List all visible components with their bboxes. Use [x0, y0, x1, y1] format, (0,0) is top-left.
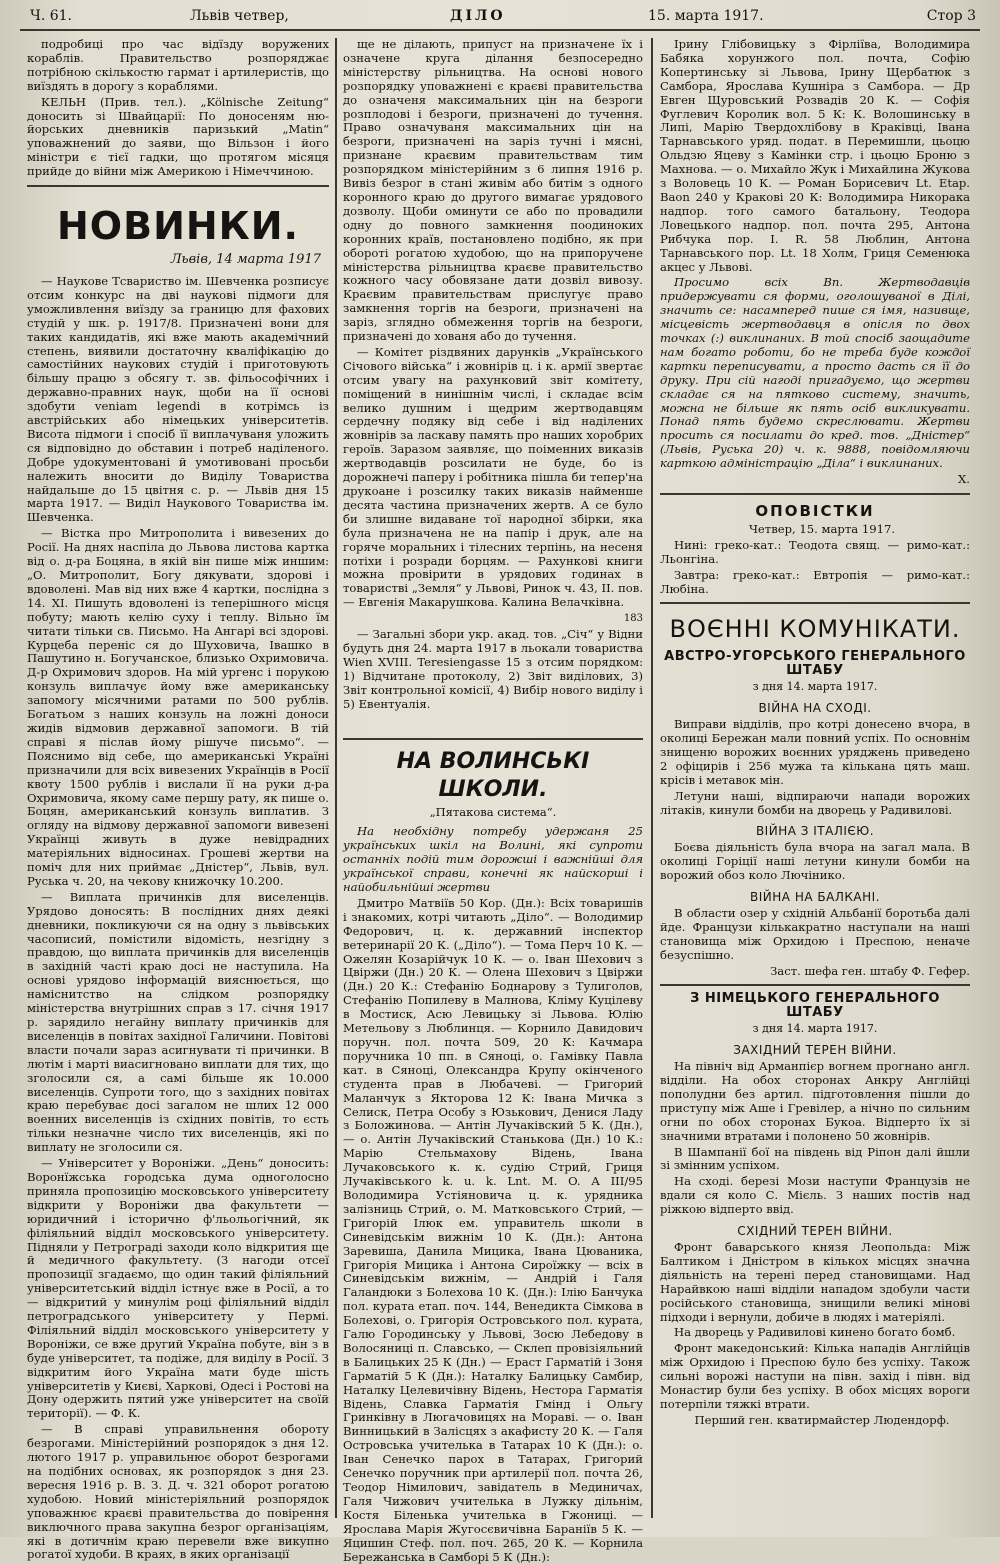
announcement-line: Завтра: греко-кат.: Евтропія — римо-кат.: Любіна. [660, 567, 970, 596]
german-signature: Перший ген. кватирмайстер Людендорф. [694, 1412, 950, 1427]
german-date: з дня 14. марта 1917. [752, 1022, 878, 1036]
news-item: — Виплата причинків для виселенців. Урядово доносять: В послідних днях деякі дневники, покликуючи ся на одну з львівських часописий, помістили відомість, незгідну з правдою, що виплата причинків для виселенців в західній часті краю досі не наступила. На основі урядово інформацій вияснюється, що наміснитство на слідком розпорядку міністерства внутрішних справ з 17. січня 1917 р. зарядило негайну виплату причинків для виселенців в повітах західної Галичини. Повітові власти почали зараз асигнувати ті причинки. В лютім і марті виасигновано виплати для тих, що зголосили ся, а самі більше як 10.000 виселенців. Супроти того, що з західних повітах краю перебуває досі загалом не шлих 12 000 военних виселенців із східних повітів, то єсть тільки незначне число тих виселенців, які по виплату не зголосили ся. [27, 889, 329, 1155]
page-number: Стор 3 [926, 8, 976, 24]
east-war-text: Виправи відділів, про котрі донесено вчора, в околиці Бережан мали повний успіх. По основнім знищеню ворожих воєнних уряджень приведено 2 офіцирів і 256 мужа та кількана цять маш. крісів і метавок мін. [660, 717, 970, 787]
donations-list: Дмитро Матвіїв 50 Кор. (Дн.): Всіх товаришів і знакомих, котрі читають „Діло“. — Володимир Федорович, ц. к. державний інспектор ветеринарії 20 К. („Діло“). — Тома Перч 10 К. — Ожелян Козарійчук 10 К. — о. Іван Шехович з Цвіржи (Дн.) 20 К. — Олена Шехович з Цвіржи (Дн.) 20 К.: Стефанію Боднарову з Тулиголов, Стефанію Попилеву в Малнова, Кліму Куцілеву в Мостиск, Асю Левицьку зі Львова. Юлію Метельову з Люблинця. — Корнило Давидович поручн. пол. почта 509, 20 К: Качмара поручника 10 пп. в Сяноці, о. Гамівку Павла кат. в Сяноці, Олександра Крупу окінченого студента прав в Любачеві. — Григорий Маланчук з Якторова 12 К: Івана Мичка з Селиск, Петра Особу з Юзькович, Денися Ладу з Боложинова. — Антін Лучаківский 5 К. (Дн.), — о. Антін Лучаківский Станькова (Дн.) 10 К.: Марію Стельмахову Відень, Івана Лучаковського к. к. судію Стрий, Гриця Лучаківського k. u. k. Lnt. M. O. A III/95 Володимира Устіяновича ц. к. урядника залізниць Стрий, о. М. Матковського Стрий, — Григорій Ілюк ем. управитель школи в Синевідськім вижнім 10 К. (Дн.): Антона Заревиша, Данила Мицика, Івана Цюваника, Григорія Мицика і Антона Сироїжку — всіх в Синевідськім вижнім, — Андрій і Галя Галандюки з Болехова 10 К. (Дн.): Ілію Банчука пол. курата етап. поч. 144, Венедикта Сімкова в Болехові, о. Григорія Островського пол. курата, Галю Городинську у Львові, Зосю Лебедову в Волосяниці п. Славсько, — Склеп провізіяльний в Балицьких 25 К (Дн.) — Ераст Гарматій і Зоня Гарматій 5 К (Дн.): Наталку Балицьку Самбир, Наталку Целевичівну Відень, Нестора Гарматія Відень, Славка Гарматія Гмінд і Ольгу Гринківну в Люгачовицях на Мораві. — о. Іван Винницький в Залісцях з акафисту 20 К. — Галя Островська учителька в Татарах 10 К (Дн.): о. Іван Сенечко парох в Татарах, Григорий Сенечко поручник при артилерії пол. почта 26, Теодор Німилович, завідатель в Мединичах, Галя Чижович учителька в Лужку дільнім, Костя Біленька учителька в Гжониці. — Ярослава Марія Жугосєвичівна Бараніїв 5 К. — Яцишин Стеф. пол. поч. 265, 20 К. — Корнила Бережанська в Самборі 5 К (Дн.): [343, 895, 643, 1564]
austro-signature: Заст. шефа ген. штабу Ф. Гефер. [770, 963, 970, 978]
volhynia-schools-subtitle: „Пятакова система“. [429, 804, 557, 819]
section-divider [660, 602, 970, 604]
balkan-war-text: В области озер у східній Альбанії боротьба далі йде. Французи кількакратно наступали на наші становища між Орхидою і Преспою, неначе безуспішно. [660, 905, 970, 962]
volhynia-schools-title: НА ВОЛИНСЬКІ ШКОЛИ. [396, 748, 590, 802]
west-war-text: На північ від Арманпієр вогнем прогнано англ. відділи. На обох сторонах Анкру Англійці пополудни без артил. підготовлення пішли до приступу між Аше і Гревілер, а нічно по сильним огни по обох сторонах Букоа. Відперто їх зі значними втратами і полонено 50 жовнірів. [660, 1059, 970, 1143]
announcements-title: ОПОВІСТКИ [755, 502, 875, 520]
section-divider [660, 984, 970, 986]
east-war-text: Летуни наші, відпираючи напади ворожих літаків, кинули бомби на дворець у Радивилові. [660, 788, 970, 817]
issue-number: Ч. 61. [30, 8, 72, 24]
header-date: 15. марта 1917. [648, 8, 764, 24]
column-rule-1 [335, 38, 337, 1518]
east2-war-text: Фронт македонський: Кілька нападів Англійців між Орхидою і Преспою було без успіху. Також сильні ворожі наступи на півн. захід і півн. від Монастир були без успіху. В обох місцях вороги потерпіли тяжкі втрати. [660, 1341, 970, 1411]
column-rule-2 [651, 38, 653, 1518]
news-item: — Університет у Вороніжи. „День“ доносить: Воронїжська городська дума одноголосно приняла пропозицію московського університету відкрити у Вороніжи два факультети — юридичний і історично ф'льольогічний, як філіяльний відділ московського університету. Підняли у Петрограді заходи коло відкрития ще й медичного факультету. (З нагоди отсеї пропозиції згадаємо, що один такий філіяльний університетський відділ істнує вже в Росії, а то — відкритий у минулім році філіяльний відділ петроградського університету у Пермі. Філіяльний відділ московського університету у Вороніжи, се вже другий Україна побуте, він з в буде університет, та подіже, для виділу в Росії. З відкритим його Україна мати буде шість університетів у Києві, Харкові, Одесі і Ростові на Дону одержить пятий уже університет на своїй території). — Ф. К. [27, 1156, 329, 1421]
section-divider [660, 493, 970, 495]
news-item: — В справі управильнення обороту безрогами. Міністерійний розпорядок з дня 12. лютого 1917 р. управильнює оборот безрогами на подібних основах, як розпорядок з дня 23. вересня 1916 р. В. З. Д. ч. 321 оборот рогатою худобою. Новий міністеріяльний розпорядок уповажнює краєві правительства до повірення виключного права закупна безрог організаціям, які в дотичнім краю перевели вже викупно рогатої худоби. В краях, в яких організації [27, 1422, 329, 1562]
intro-para: КЕЛЬН (Прив. тел.). „Kölnische Zeitung“ доносить зі Швайцарії: По доносеням ню-йорських дневників паризький „Matin“ уповажнений до заяви, що Вільзон і його міністри є тієї гадки, що протягом місяця прийде до війни між Америкою і Німеччиною. [27, 94, 329, 179]
east2-war-text: На дворець у Радивилові кинено богато бомб. [674, 1325, 956, 1340]
east-war-title: ВІЙНА НА СХОДІ. [758, 701, 872, 716]
volhynia-intro: На необхідну потребу удержаня 25 українських шкіл на Волині, які супроти останніх подій тим дорожші і важнійші для української справи, конечні як найскорші і найобильнійші жертви [343, 824, 643, 895]
austro-hungarian-staff-title: АВСТРО-УГОРСЬКОГО ГЕНЕРАЛЬНОГО ШТАБУ [664, 649, 966, 679]
section-divider [343, 738, 643, 740]
appeal-signature: Х. [958, 472, 970, 487]
news-item: — Загальні збори укр. акад. тов. „Січ“ у Відни будуть дня 24. марта 1917 в льокали товариства Wien XVIII. Teresiengasse 15 з отсим порядком: 1) Відчитане протоколу, 2) Звіт виділових, 3) Звіт контрольної комісії, 4) Вибір нового виділу і 5) Евентуалія. [343, 627, 643, 711]
austro-date: з дня 14. марта 1917. [752, 680, 878, 694]
place-day: Львів четвер, [190, 8, 289, 24]
header-rule [20, 29, 980, 31]
announcement-line: Нині: греко-кат.: Теодота свящ. — римо-кат.: Льонгіна. [660, 537, 970, 566]
italy-war-title: ВІЙНА З ІТАЛІЄЮ. [755, 824, 875, 839]
news-dateline: Львів, 14 марта 1917 [170, 252, 321, 268]
italy-war-text: Боєва діяльність була вчора на загал мала. В околиці Горіції наші летуни кинули бомби на ворожий обоз коло Лючінико. [660, 840, 970, 883]
war-communiques-title: ВОЄННІ КОМУНІКАТИ. [669, 615, 961, 644]
west-war-title: ЗАХІДНИЙ ТЕРЕН ВІЙНИ. [733, 1043, 897, 1058]
news-item: — Вістка про Митрополита і вивезених до Росії. На днях наспіла до Львова листова картка від о. д-ра Боцяна, в якій він пише між иншим: „О. Митрополит, Богу дякувати, здорові і вдоволені. Мав від них вже 4 картки, послідна з 14. XI. Пишуть вдоволені із теперішного місця побуту; мають келію суху і теплу. Вільно їм читати тільки св. Письмо. На Ангарі всі здорові. Курцеба переніс ся до Шуховича, Івашко в Пашутино н. Богучанское, близько Охримовича. Д-р Охримович здоров. На мій ургенс і порукою конзуль виплачує йому вже американську запомогу місячними ратами по 500 рублів. Богатьом з наших конзуль на ложні доноси жидів відмовив державної запомоги. В тій справі я післав йому рішуче письмо“. — Пояснимо від себе, що американські Україні призначили для всіх вивезених Українців в Росії квоту 1500 рублів і вислали її на руки д-ра Охримовича, якому саме першу рату, як пише о. Боцян, американський конзуль виплатив. З огляду на відмову державної запомоги вивезені Українці живуть в дуже невідрадних матеріяльних відносинах. Грошеві жертви на поміч для них приймає „Дністер“, Львів, вул. Руська ч. 20, на чекову книжочку 10.200. [27, 526, 329, 888]
intro-para: подробиці про час відїзду воружених кораблів. Правительство розпоряджає потрібною скількостю гармат і артилеристів, що виїздять в дорогу з кораблями. [27, 37, 329, 93]
column-1 [27, 37, 329, 1562]
news-item: — Комітет різдвяних дарунків „Українського Січового війська“ і жовнірів ц. і к. армії звертає отсим увагу на рахунковий звіт комітету, поміщений в нинішнім числі, і складає всім велико душним і щедрим жертводавцям сердечну подяку від себе і від наділених жовнірів за ласкаву память про наших хоробрих героїв. Заразом заявляє, що поіменних виказів жертводавців розсилати не буде, бо із дорожнечі паперу і робітника пішла би тепер'на друкоане і розсилку таких виказів найменше десята частина призначених жертв. А се було би злишне видаване тої народної збірки, яка була призначена не на папір і друк, але на горяче моральних і тілесних терпінь, на несеня потіхи і розради борцям. — Рахункові книги можна провірити в урядових годинах в товаристві „Земля“ у Львові, Ринок ч. 43, II. пов. — Евгенія Макарушкова. Калина Велачківна. [343, 344, 643, 610]
masthead: ДІЛО [450, 8, 506, 24]
column-3 [660, 38, 970, 1533]
news-title: НОВИНКИ. [57, 204, 299, 249]
footnote-number: 183 [623, 613, 643, 625]
announcements-date: Четвер, 15. марта 1917. [748, 521, 896, 536]
section-divider [27, 185, 329, 187]
donations-list: Ірину Глібовицьку з Фірліїва, Володимира Бабяка хорунжого пол. почта, Софію Копертинську зі Львова, Ірину Щербатюк з Самбора, Ярослава Кушніра з Самбора. — Др Евген Щуровський Розвадів 20 К. — Софія Фуглевич Королик вол. 5 К: К. Волошинську в Липі, Марію Твердохлібову в Краківці, Івана Тарнавського уряд. подат. в Перемишли, цьоцю Ольдзю Яцеву з Камінки стр. і цьоцю Броню з Махнова. — о. Михайло Жук і Михайлина Жукова з Воловець 10 К. — Роман Борисевич Lt. Etap. Baon 240 у Кракові 20 К: Володимира Никорака надпор. того самого батальону, Теодора Ловецького надпор. пол. почта 295, Антона Рибчука пор. І. R. 58 Люблин, Антона Тарнавського пор. Lt. 18 Холм, Гриця Семенюка акцес у Львові. [660, 37, 970, 274]
news-item: ще не ділають, припуст на призначене їх і означене круга ділання безпосередно міністерству рільництва. На основі нового розпорядку уповажнені є краєві правительства до означеня максимальних цін на безроги розплодові і безроги, призначені до тучення. Право означуваня максимальних цін на безроги, призначені на заріз тучні і мясні, признане краєвим правительствам тим розпорядком міністерійним з 6 липня 1916 р. Вивіз безрог в стані живім або битім з одного коронного краю до другого вимагає урядового дозволу. Щоби оминути се або по провадили одну до повного замкнення поодиноких коронних країв, постановлено подібно, як при обороті рогатою худобою, що на припоручене міністерства рільництва краєве правительство кожного часу обовязане дати дозвіл вивозу. Краєвим правительствам прислугує право замкнення торгів на безроги, призначені на заріз, зглядно обмеження торгів на безроги, призначені до хованя або до тучення. [343, 37, 643, 344]
east2-war-text: Фронт баварського князя Леопольда: Між Балтиком і Дністром в кількох місцях значна діяльність на терені перед становищами. Над Нарайвкою наші відділи нападом здобули части російського становища, знищили великі мінові підходи і вернули, добиче в людях і матеріялі. [660, 1239, 970, 1324]
column-2 [343, 37, 643, 1564]
east2-war-title: СХІДНИЙ ТЕРЕН ВІЙНИ. [737, 1224, 893, 1239]
balkan-war-title: ВІЙНА НА БАЛКАНІ. [750, 890, 880, 905]
west-war-text: В Шампанії бої на південь від Ріпон далі йшли зі змінним успіхом. [660, 1144, 970, 1173]
german-staff-title: З НІМЕЦЬКОГО ГЕНЕРАЛЬНОГО ШТАБУ [690, 991, 940, 1021]
west-war-text: На сході. березі Мози наступи Французів не вдали ся коло С. Мієль. З наших постів над ріжкою відперто ввід. [660, 1174, 970, 1217]
news-item: — Наукове Тсвариство ім. Шевченка розписує отсим конкурс на дві наукові підмоги для уможливлення виїзду за границю для фахових студій у шк. р. 1917/8. Призначені вони для таких кандидатів, які вже мають академічний степень, виявили достаточну кваліфікацію до самостійних наукових студій і приготовують більшу працю з обсягу т. зв. фільософічних і державно-правних наук, щоби на її основі здобути venіam legendi в котрімсь із австрійських або німецьких університетів. Висота підмоги і спосіб її виплачуваня уложить ся відповідно до обставин і потреб наділеного. Добре удокументовані й умотивовані просьби належить вносити до Виділу Товариства найдальше до 15 цвітня с. р. — Львів дня 15 марта 1917. — Виділ Наукового Товариства ім. Шевченка. [27, 273, 329, 525]
page-header [20, 6, 980, 28]
appeal-text: Просимо всіх Вп. Жертводавців придержувати ся форми, оголошуваної в Ділі, значить се: насамперед пише ся імя, називще, місцевість жертводавця в опісля по двох точках (:) виклинаних. В той спосіб заощадите нам богато роботи, бо не треба буде кождої картки переписувати, а просто дасть ся її до друку. При сій нагоді пригадуємо, що жертви складає ся на пятково систему, значить, можна не більше як пять осіб викликувати. Понад пять будемо скреслювати. Жертви просить ся посилати до кред. тов. „Дністер“ (Львів, Руська 20) ч. к. 9888, повідомляючи карткою адміністрацію „Діла“ і виклинаних. [660, 275, 970, 471]
